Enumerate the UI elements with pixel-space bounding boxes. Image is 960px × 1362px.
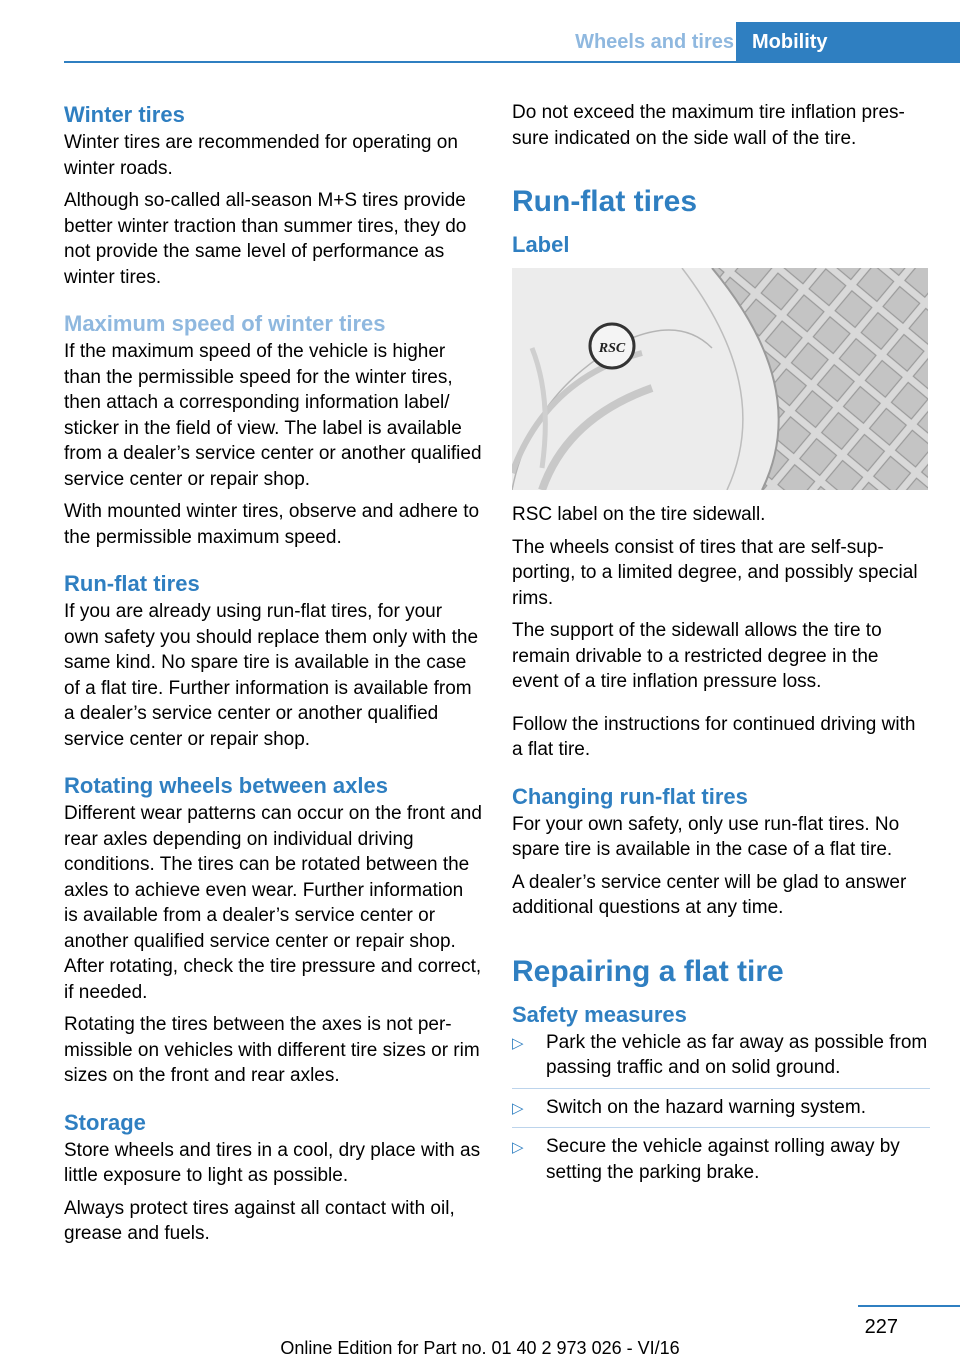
storage-paragraph-1: Store wheels and tires in a cool, dry place with as little exposure to light as possible.	[64, 1139, 481, 1186]
list-item: ▷ Park the vehicle as far away as possible from passing traffic and on solid ground.	[512, 1030, 930, 1089]
label-heading: Label	[512, 232, 570, 257]
run-flat-paragraph-2: The support of the sidewall allows the tire to remain drivable to a restricted degree in the event of a tire inflation pressure loss.	[512, 620, 882, 692]
run-flat-subheading: Run-flat tires	[64, 571, 200, 596]
run-flat-paragraph-1: The wheels consist of tires that are self-supporting, to a limited degree, and possibly special rims.	[512, 536, 918, 609]
page-header	[0, 0, 960, 62]
chapter-tab: Mobility	[736, 22, 960, 62]
repairing-flat-tire-heading: Repairing a flat tire	[512, 954, 784, 988]
triangle-bullet-icon: ▷	[512, 1139, 524, 1156]
safety-steps-list	[512, 1030, 930, 1193]
safety-measures-heading: Safety measures	[512, 1001, 687, 1027]
left-column	[64, 100, 482, 1254]
edition-footer: Online Edition for Part no. 01 40 2 973 026 - VI/16	[280, 1338, 680, 1358]
inflation-paragraph: Do not exceed the maximum tire inflation pressure indicated on the side wall of the tire.	[512, 102, 905, 149]
changing-paragraph-2: A dealer’s service center will be glad to answer additional questions at any time.	[512, 871, 907, 918]
figure-caption: RSC label on the tire sidewall.	[512, 504, 766, 525]
list-item: ▷ Switch on the hazard warning system.	[512, 1095, 930, 1129]
storage-heading: Storage	[64, 1109, 146, 1135]
footer-rule	[858, 1305, 960, 1307]
run-flat-heading: Run-flat tires	[512, 185, 698, 218]
changing-run-flat-heading: Changing run-flat tires	[512, 783, 748, 809]
rotating-paragraph-2: Rotating the tires between the axes is not permissible on vehicles with different tire sizes or rim sizes on the front and rear axles.	[64, 1014, 480, 1086]
max-speed-paragraph-2: With mounted winter tires, observe and adhere to the permissible maximum speed.	[64, 501, 480, 548]
run-flat-paragraph-3: Follow the instructions for continued driving with a flat tire.	[512, 713, 916, 760]
rotating-wheels-heading: Rotating wheels between axles	[64, 773, 388, 798]
winter-tires-heading: Winter tires	[64, 102, 185, 127]
section-tab: Wheels and tires	[575, 30, 734, 53]
tire-sidewall-illustration	[512, 268, 928, 490]
rotating-paragraph-1: Different wear patterns can occur on the front and rear axles depending on individual driving conditions. The tires can be rotated between the axles to achieve even wear. Further information is available from a dealer’s service center or another qualified service center or repair shop. After rotating, check the tire pressure and correct, if needed.	[64, 803, 482, 1003]
header-rule	[64, 61, 960, 63]
max-speed-heading: Maximum speed of winter tires	[64, 311, 386, 336]
max-speed-paragraph-1: If the maximum speed of the vehicle is higher than the permissible speed for the winter tires, then attach a corresponding information label/ sticker in the field of view. The label is available from a dealer’s service center or another qualified service center or repair shop.	[64, 341, 482, 490]
winter-tires-paragraph-2: Although so-called all-season M+S tires provide better winter traction than summer tires, they do not provide the same level of performance as winter tires.	[64, 190, 467, 288]
triangle-bullet-icon: ▷	[512, 1034, 524, 1052]
page-number: 227	[864, 1316, 898, 1338]
rsc-logo-text: RSC	[598, 341, 626, 356]
storage-paragraph-2: Always protect tires against all contact with oil, grease and fuels.	[64, 1197, 455, 1244]
changing-paragraph-1: For your own safety, only use run-flat tires. No spare tire is available in the case of a flat tire.	[512, 813, 900, 860]
list-item: ▷ Secure the vehicle against rolling away by setting the parking brake.	[512, 1136, 900, 1183]
triangle-bullet-icon: ▷	[512, 1099, 524, 1117]
run-flat-paragraph: If you are already using run-flat tires, for your own safety you should replace them only with the same kind. No spare tire is available in the case of a flat tire. Further information is available from a dealer’s service center or another qualified service center or repair shop.	[64, 601, 479, 750]
winter-tires-paragraph-1: Winter tires are recommended for operating on winter roads.	[64, 132, 458, 179]
right-column	[512, 100, 930, 1198]
